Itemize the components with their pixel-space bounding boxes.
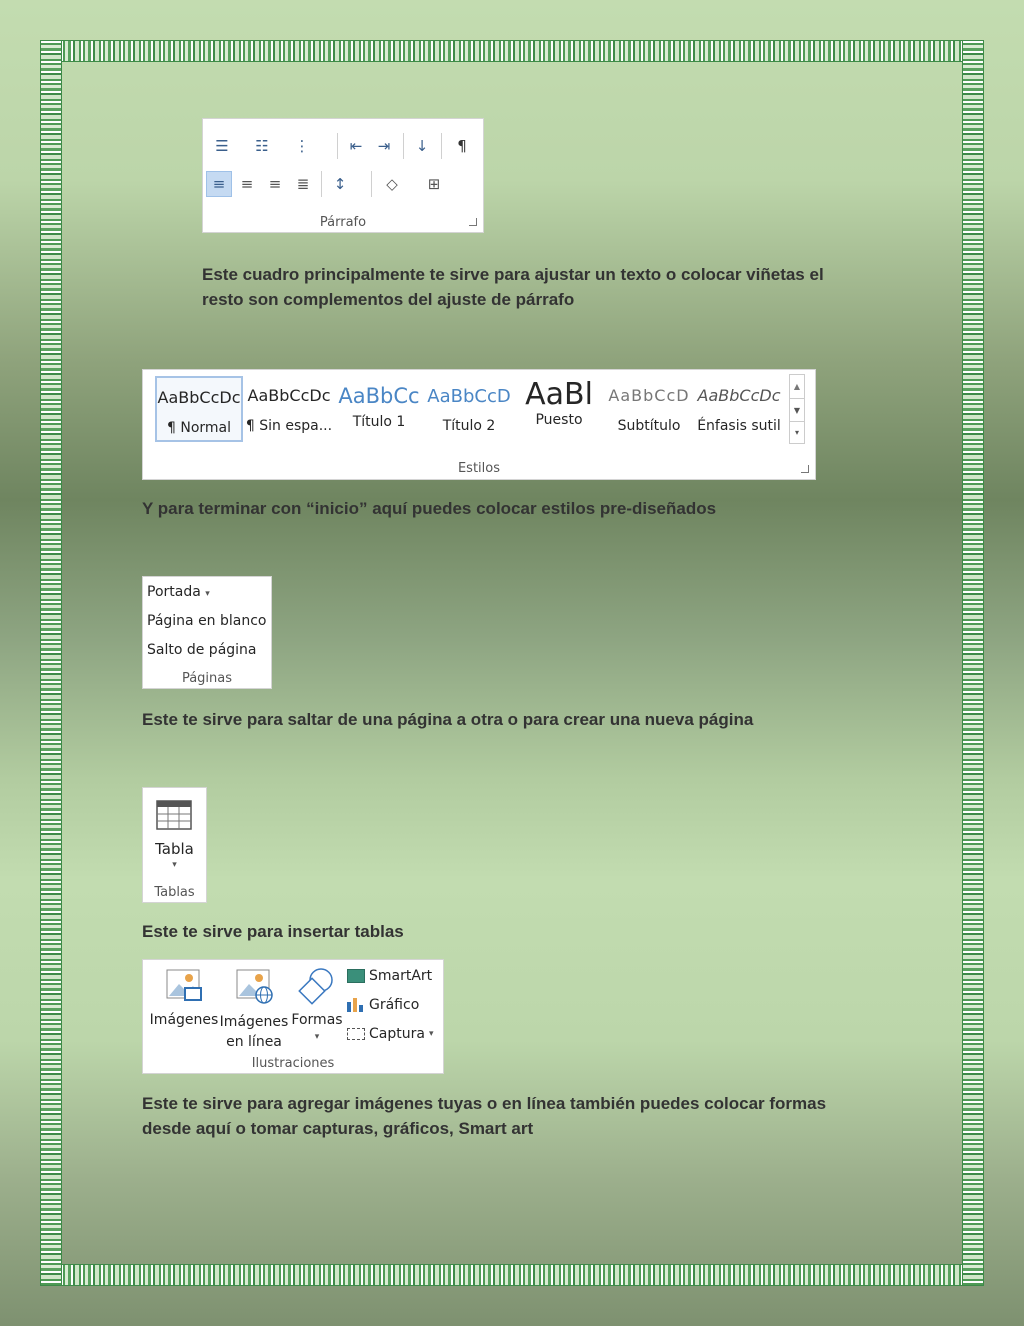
style-name: Título 2	[442, 418, 496, 434]
table-icon[interactable]	[156, 800, 192, 830]
sort-icon[interactable]: ↓	[415, 137, 429, 155]
smartart-button[interactable]	[347, 968, 432, 984]
style-name: Subtítulo	[617, 418, 681, 434]
salto-de-pagina-button[interactable]: Salto de página	[147, 642, 257, 658]
ilustraciones-caption	[142, 1091, 932, 1141]
decrease-indent-icon[interactable]: ⇤	[349, 137, 363, 155]
parrafo-caption-line1: Este cuadro principalmente te sirve para ajustar un texto o colocar viñetas el	[202, 265, 824, 284]
pagina-en-blanco-button[interactable]: Página en blanco	[147, 613, 267, 629]
screenshot-icon	[347, 1028, 365, 1040]
formas-button[interactable]: Formas	[291, 1012, 343, 1028]
justify-icon[interactable]: ≣	[296, 175, 310, 193]
estilos-caption: Y para terminar con “inicio” aquí puedes colocar estilos pre-diseñados	[142, 499, 717, 518]
separator	[321, 171, 322, 197]
style-normal[interactable]	[155, 376, 243, 442]
style-enfasis-sutil[interactable]	[695, 376, 783, 442]
multilevel-list-icon[interactable]: ⋮	[294, 137, 310, 155]
style-sample: AaBbCc	[338, 384, 420, 408]
style-sample: AaBbCcDc	[247, 386, 331, 405]
pilcrow-icon[interactable]: ¶	[457, 137, 467, 155]
style-subtitulo[interactable]	[605, 376, 693, 442]
tablas-group	[142, 787, 207, 903]
smartart-icon	[347, 969, 365, 983]
style-sample: AaBl	[525, 378, 593, 412]
bullets-icon[interactable]: ☰	[215, 137, 229, 155]
align-left-icon[interactable]: ≡	[206, 171, 232, 197]
chevron-down-icon[interactable]: ▾	[172, 860, 177, 870]
online-pictures-icon[interactable]	[235, 968, 275, 1004]
scroll-down-icon[interactable]: ▼	[790, 398, 804, 421]
paginas-caption: Este te sirve para saltar de una página a otra o para crear una nueva página	[142, 710, 754, 729]
portada-label: Portada	[147, 584, 201, 600]
chevron-down-icon: ▾	[428, 1029, 434, 1039]
grafico-label: Gráfico	[369, 997, 420, 1013]
ilustraciones-group-label: Ilustraciones	[251, 1056, 335, 1071]
tablas-group-label: Tablas	[154, 885, 195, 900]
captura-button[interactable]	[347, 1026, 433, 1042]
separator	[371, 171, 372, 197]
align-right-icon[interactable]: ≡	[268, 175, 282, 193]
shapes-icon[interactable]	[295, 966, 335, 1006]
pictures-icon[interactable]	[165, 968, 205, 1004]
tablas-caption: Este te sirve para insertar tablas	[142, 922, 404, 941]
imagenes-en-linea-button[interactable]	[219, 1012, 289, 1052]
dialog-launcher-icon[interactable]	[469, 218, 477, 226]
chevron-down-icon[interactable]: ▾	[314, 1032, 320, 1042]
page-border-bottom	[40, 1264, 984, 1286]
borders-icon[interactable]: ⊞	[427, 175, 441, 193]
separator	[403, 133, 404, 159]
parrafo-caption	[202, 262, 922, 312]
style-name: Puesto	[535, 412, 583, 428]
style-name: ¶ Sin espa...	[245, 418, 333, 434]
imagenes-en-linea-label-1: Imágenes	[219, 1014, 289, 1030]
smartart-label: SmartArt	[369, 968, 433, 984]
shading-icon[interactable]: ◇	[386, 175, 398, 193]
estilos-group	[142, 369, 816, 480]
parrafo-group-label: Párrafo	[319, 215, 367, 230]
scroll-up-icon[interactable]: ▲	[793, 382, 801, 391]
imagenes-button[interactable]: Imágenes	[149, 1012, 219, 1028]
style-titulo-2[interactable]	[425, 376, 513, 442]
increase-indent-icon[interactable]: ⇥	[377, 137, 391, 155]
style-name: Énfasis sutil	[697, 418, 781, 434]
style-sample: AaBbCcD	[608, 386, 690, 405]
style-sample: AaBbCcDc	[697, 386, 781, 405]
paginas-group	[142, 576, 272, 689]
style-titulo-1[interactable]	[335, 376, 423, 442]
portada-button[interactable]	[147, 584, 210, 600]
ilustraciones-caption-line1: Este te sirve para agregar imágenes tuyas o en línea también puedes colocar formas	[142, 1094, 827, 1113]
style-name: Título 1	[352, 414, 406, 430]
page-border-top	[40, 40, 984, 62]
separator	[337, 133, 338, 159]
estilos-group-label: Estilos	[457, 461, 501, 476]
tabla-button[interactable]: Tabla	[155, 840, 194, 858]
align-center-icon[interactable]: ≡	[240, 175, 254, 193]
style-sample: AaBbCcDc	[157, 388, 241, 407]
imagenes-en-linea-label-2: en línea	[226, 1034, 282, 1050]
style-sin-espaciado[interactable]	[245, 376, 333, 442]
more-styles-icon[interactable]: ▾	[790, 421, 804, 443]
grafico-button[interactable]	[347, 997, 419, 1013]
captura-label: Captura	[369, 1026, 425, 1042]
dialog-launcher-icon[interactable]	[801, 465, 809, 473]
parrafo-group	[202, 118, 484, 233]
style-sample: AaBbCcD	[427, 386, 511, 407]
line-spacing-icon[interactable]: ↕	[333, 175, 347, 193]
ilustraciones-group	[142, 959, 444, 1074]
chart-icon	[347, 998, 365, 1012]
page-border-left	[40, 40, 62, 1286]
style-puesto[interactable]	[515, 376, 603, 442]
parrafo-caption-line2: resto son complementos del ajuste de párrafo	[202, 290, 575, 309]
style-name: ¶ Normal	[166, 420, 231, 436]
ilustraciones-caption-line2: desde aquí o tomar capturas, gráficos, Smart art	[142, 1119, 534, 1138]
styles-scrollbar[interactable]	[789, 374, 805, 444]
paginas-group-label: Páginas	[181, 671, 233, 686]
separator	[441, 133, 442, 159]
numbering-icon[interactable]: ☷	[255, 137, 269, 155]
page-border-right	[962, 40, 984, 1286]
chevron-down-icon: ▾	[205, 589, 210, 599]
